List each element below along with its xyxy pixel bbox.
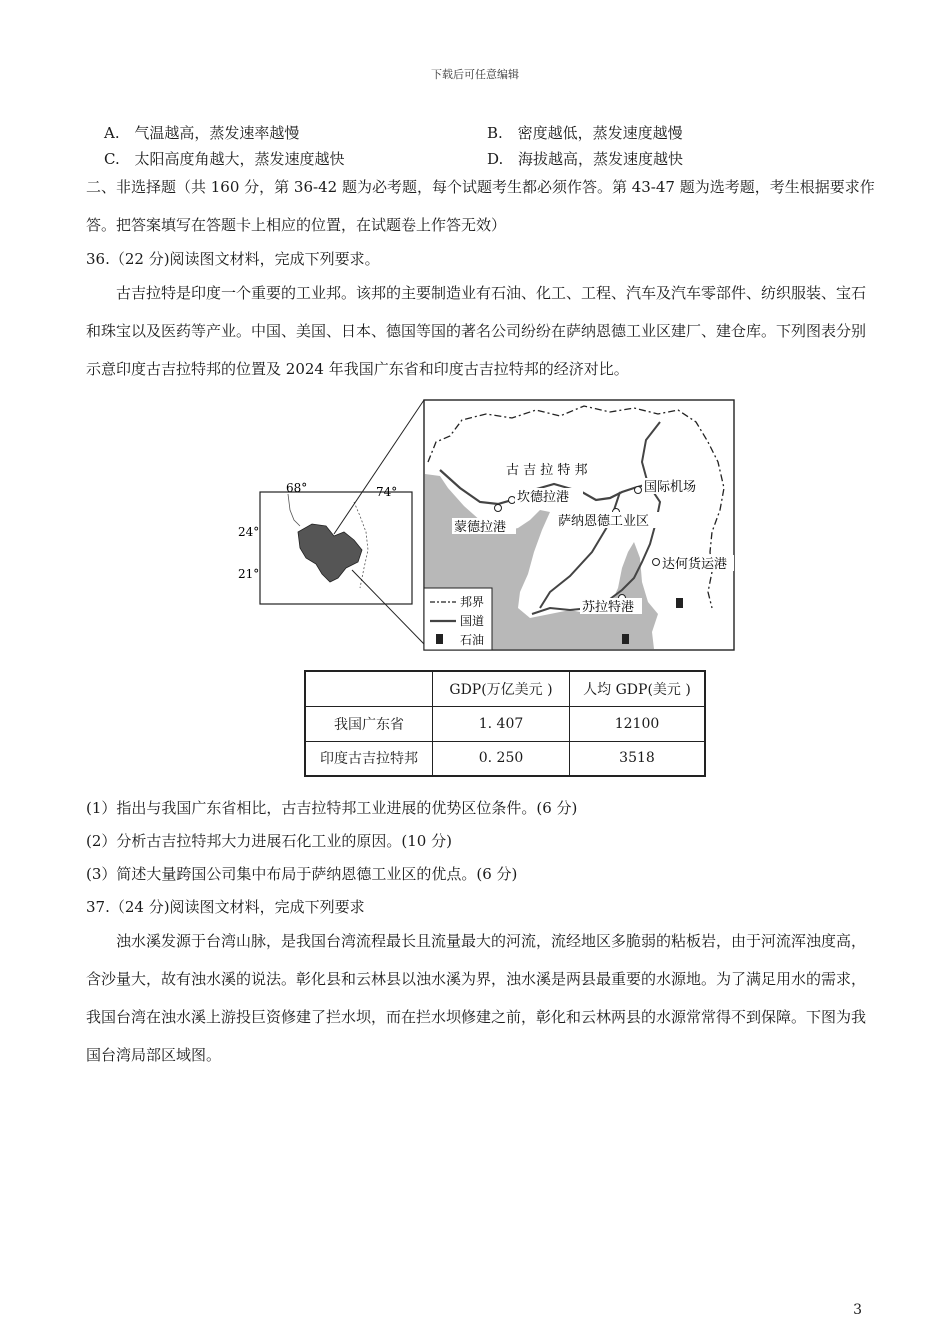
- question-36-material: 古吉拉特是印度一个重要的工业邦。该邦的主要制造业有石油、化工、工程、汽车及汽车零部件、纺织服装、宝石和珠宝以及医药等产业。中国、美国、日本、德国等国的著名公司纷纷在萨纳恩德工业区建厂、建仓库。下列图表分别示意印度古吉拉特邦的位置及 2024 年我国广东省和印度古吉拉特邦的经济对比。: [86, 284, 867, 378]
- surat-port-label: 苏拉特港: [582, 600, 635, 615]
- page-number: 3: [853, 1302, 862, 1318]
- port-marker: [653, 559, 660, 566]
- option-c: [104, 148, 345, 169]
- mundra-port-label: 蒙德拉港: [454, 520, 507, 535]
- lat-21-label: 21°: [238, 567, 260, 581]
- table-header-cell: 人均 GDP(美元 ): [570, 671, 706, 706]
- legend-border-label: 邦界: [460, 595, 485, 609]
- dahej-port-label: 达何货运港: [662, 557, 728, 572]
- table-cell: 印度古吉拉特邦: [305, 741, 433, 776]
- question-37-material: 浊水溪发源于台湾山脉，是我国台湾流程最长且流量最大的河流，流经地区多脆弱的粘板岩，由于河流浑浊度高，含沙量大，故有浊水溪的说法。彰化县和云林县以浊水溪为界，浊水溪是两县最重要的水源地。为了满足用水的需求，我国台湾在浊水溪上游投巨资修建了拦水坝，而在拦水坝修建之前，彰化和云林两县的水源常常得不到保障。下图为我国台湾局部区域图。: [86, 932, 867, 1064]
- option-letter: D.: [487, 150, 504, 168]
- economy-comparison-table: [304, 670, 706, 777]
- legend-oil-symbol: [436, 634, 443, 644]
- option-text: 太阳高度角越大，蒸发速度越快: [134, 150, 345, 168]
- kandla-port-label: 坎德拉港: [517, 490, 570, 505]
- question-36-2: (2）分析古吉拉特邦大力进展石化工业的原因。(10 分): [86, 832, 452, 850]
- gujarat-map: [238, 392, 740, 662]
- option-text: 密度越低，蒸发速度越慢: [517, 124, 683, 142]
- legend-oil-label: 石油: [460, 633, 485, 647]
- port-marker: [509, 497, 516, 504]
- option-d: [487, 148, 683, 169]
- question-36-1: (1）指出与我国广东省相比，古吉拉特邦工业进展的优势区位条件。(6 分): [86, 799, 578, 817]
- table-row: [305, 741, 705, 776]
- option-text: 海拔越高，蒸发速度越快: [518, 150, 684, 168]
- lat-24-label: 24°: [238, 525, 260, 539]
- section-instructions: 二、非选择题（共 160 分，第 36-42 题为必考题，每个试题考生都必须作答。第 43-47 题为选考题，考生根据要求作答。把答案填写在答题卡上相应的位置，在试题卷上作答无效）: [86, 178, 875, 234]
- table-header-cell: GDP(万亿美元 ): [433, 671, 570, 706]
- lon-68-label: 68°: [286, 481, 308, 495]
- table-row: [305, 706, 705, 741]
- option-a: [104, 122, 299, 143]
- table-cell: 0. 250: [433, 741, 570, 776]
- question-37-title: 37.（24 分)阅读图文材料，完成下列要求: [86, 898, 365, 916]
- option-letter: B.: [487, 124, 503, 142]
- table-cell: 1. 407: [433, 706, 570, 741]
- airport-label: 国际机场: [644, 480, 697, 495]
- sanand-zone-label: 萨纳恩德工业区: [558, 514, 650, 529]
- page-header: 下载后可任意编辑: [431, 68, 519, 81]
- option-letter: C.: [104, 150, 120, 168]
- table-cell: 12100: [570, 706, 706, 741]
- option-b: [487, 122, 683, 143]
- table-header-row: [305, 671, 705, 706]
- option-text: 气温越高，蒸发速率越慢: [134, 124, 300, 142]
- question-36-3: (3）简述大量跨国公司集中布局于萨纳恩德工业区的优点。(6 分): [86, 865, 518, 883]
- table-cell: 3518: [570, 741, 706, 776]
- state-name-label: 古 吉 拉 特 邦: [506, 463, 588, 478]
- airport-marker: [635, 487, 642, 494]
- question-36-title: 36.（22 分)阅读图文材料，完成下列要求。: [86, 250, 380, 268]
- port-marker: [495, 505, 502, 512]
- lon-74-label: 74°: [376, 485, 398, 499]
- oil-icon: [676, 598, 683, 608]
- oil-icon: [622, 634, 629, 644]
- legend-road-label: 国道: [460, 614, 485, 628]
- table-cell: 我国广东省: [305, 706, 433, 741]
- option-letter: A.: [104, 124, 120, 142]
- table-header-cell: [305, 671, 433, 706]
